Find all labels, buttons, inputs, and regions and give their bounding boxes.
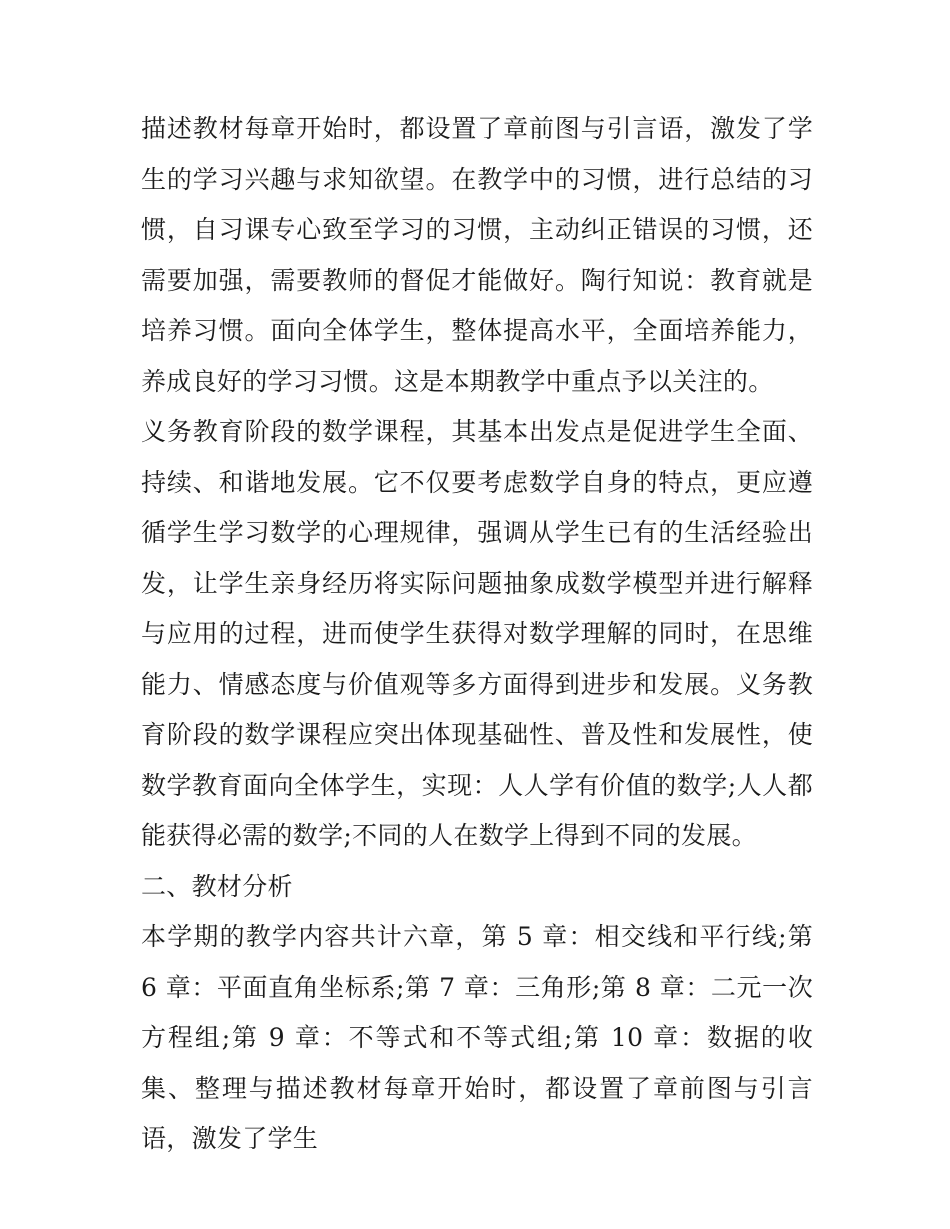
document-body [141,104,813,1165]
paragraph-textbook-contents: 本学期的教学内容共计六章，第 5 章：相交线和平行线;第 6 章：平面直角坐标系;第 7 章：三角形;第 8 章：二元一次方程组;第 9 章：不等式和不等式组;第 10 章：数据的收集、整理与描述教材每章开始时，都设置了章前图与引言语，激发了学生 [141,922,813,1153]
paragraph-curriculum-goals: 义务教育阶段的数学课程，其基本出发点是促进学生全面、持续、和谐地发展。它不仅要考虑数学自身的特点，更应遵循学生学习数学的心理规律，强调从学生已有的生活经验出发，让学生亲身经历将实际问题抽象成数学模型并进行解释与应用的过程，进而使学生获得对数学理解的同时，在思维能力、情感态度与价值观等多方面得到进步和发展。义务教育阶段的数学课程应突出体现基础性、普及性和发展性，使数学教育面向全体学生，实现：人人学有价值的数学;人人都能获得必需的数学;不同的人在数学上得到不同的发展。 [141,417,813,850]
section-heading-textbook-analysis: 二、教材分析 [141,871,293,901]
paragraph-study-habits: 描述教材每章开始时，都设置了章前图与引言语，激发了学生的学习兴趣与求知欲望。在教学中的习惯，进行总结的习惯，自习课专心致至学习的习惯，主动纠正错误的习惯，还需要加强，需要教师的督促才能做好。陶行知说：教育就是培养习惯。面向全体学生，整体提高水平，全面培养能力，养成良好的学习习惯。这是本期教学中重点予以关注的。 [141,114,813,396]
